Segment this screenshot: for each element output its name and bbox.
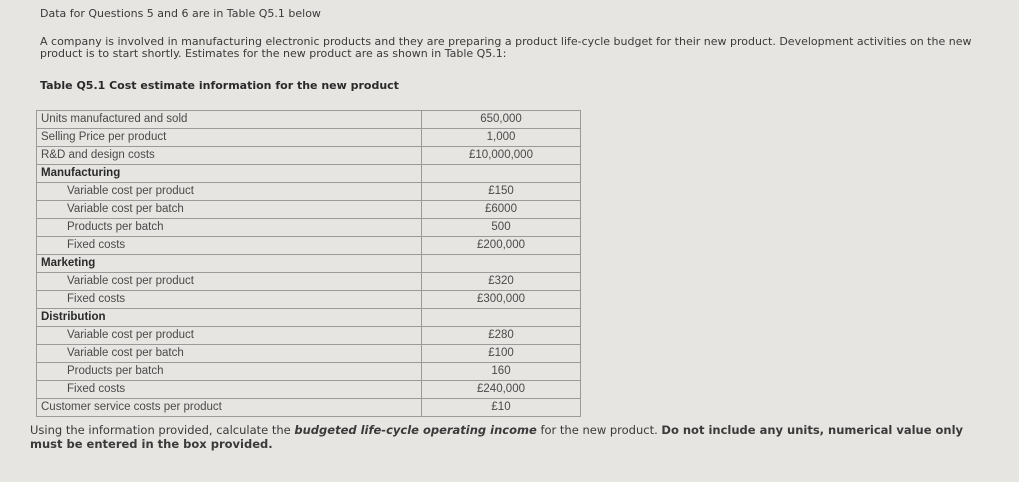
row-label: Fixed costs <box>37 381 422 399</box>
instruction-emphasis: budgeted life-cycle operating income <box>294 423 537 437</box>
table-row <box>37 327 581 345</box>
row-label: Customer service costs per product <box>37 399 422 417</box>
row-label: Variable cost per batch <box>37 345 422 363</box>
intro-line: Data for Questions 5 and 6 are in Table Q5.1 below <box>40 7 321 20</box>
row-label: Fixed costs <box>37 291 422 309</box>
cost-estimate-table <box>36 110 581 417</box>
question-instructions <box>30 423 990 451</box>
row-label: Variable cost per product <box>37 183 422 201</box>
row-value: £200,000 <box>422 237 581 255</box>
row-label: Fixed costs <box>37 237 422 255</box>
table-row <box>37 291 581 309</box>
row-label: Variable cost per product <box>37 327 422 345</box>
table-row <box>37 399 581 417</box>
table-row <box>37 381 581 399</box>
row-value: £100 <box>422 345 581 363</box>
instruction-text: for the new product. <box>536 423 662 437</box>
row-value <box>422 255 581 273</box>
instruction-bold: Do not include any units, numerical value only must be entered in the box provided. <box>30 423 964 451</box>
row-value: £300,000 <box>422 291 581 309</box>
row-value: 160 <box>422 363 581 381</box>
row-value: £6000 <box>422 201 581 219</box>
row-value: £320 <box>422 273 581 291</box>
table-row <box>37 165 581 183</box>
row-label: Products per batch <box>37 219 422 237</box>
intro-paragraph: A company is involved in manufacturing electronic products and they are preparing a product life-cycle budget for their new product. Development activities on the new product is to start shortly. Estimates for the new product are as shown in Table Q5.1: <box>40 35 972 60</box>
row-value: 1,000 <box>422 129 581 147</box>
row-label: Products per batch <box>37 363 422 381</box>
row-label: Variable cost per batch <box>37 201 422 219</box>
table-row <box>37 129 581 147</box>
table-row <box>37 183 581 201</box>
section-heading: Distribution <box>37 309 422 327</box>
row-value: £10 <box>422 399 581 417</box>
row-label: Selling Price per product <box>37 129 422 147</box>
row-value <box>422 165 581 183</box>
table-row <box>37 255 581 273</box>
row-value: £240,000 <box>422 381 581 399</box>
table-row <box>37 309 581 327</box>
row-value <box>422 309 581 327</box>
row-value: £10,000,000 <box>422 147 581 165</box>
table-row <box>37 273 581 291</box>
section-heading: Manufacturing <box>37 165 422 183</box>
instruction-text: Using the information provided, calculate the <box>30 423 295 437</box>
table-row <box>37 237 581 255</box>
table-row <box>37 363 581 381</box>
table-row <box>37 111 581 129</box>
table-row <box>37 345 581 363</box>
table-row <box>37 147 581 165</box>
row-label: R&D and design costs <box>37 147 422 165</box>
table-row <box>37 201 581 219</box>
row-label: Units manufactured and sold <box>37 111 422 129</box>
table-title: Table Q5.1 Cost estimate information for the new product <box>40 79 399 92</box>
row-value: 500 <box>422 219 581 237</box>
row-value: 650,000 <box>422 111 581 129</box>
row-value: £280 <box>422 327 581 345</box>
row-label: Variable cost per product <box>37 273 422 291</box>
row-value: £150 <box>422 183 581 201</box>
section-heading: Marketing <box>37 255 422 273</box>
table-row <box>37 219 581 237</box>
